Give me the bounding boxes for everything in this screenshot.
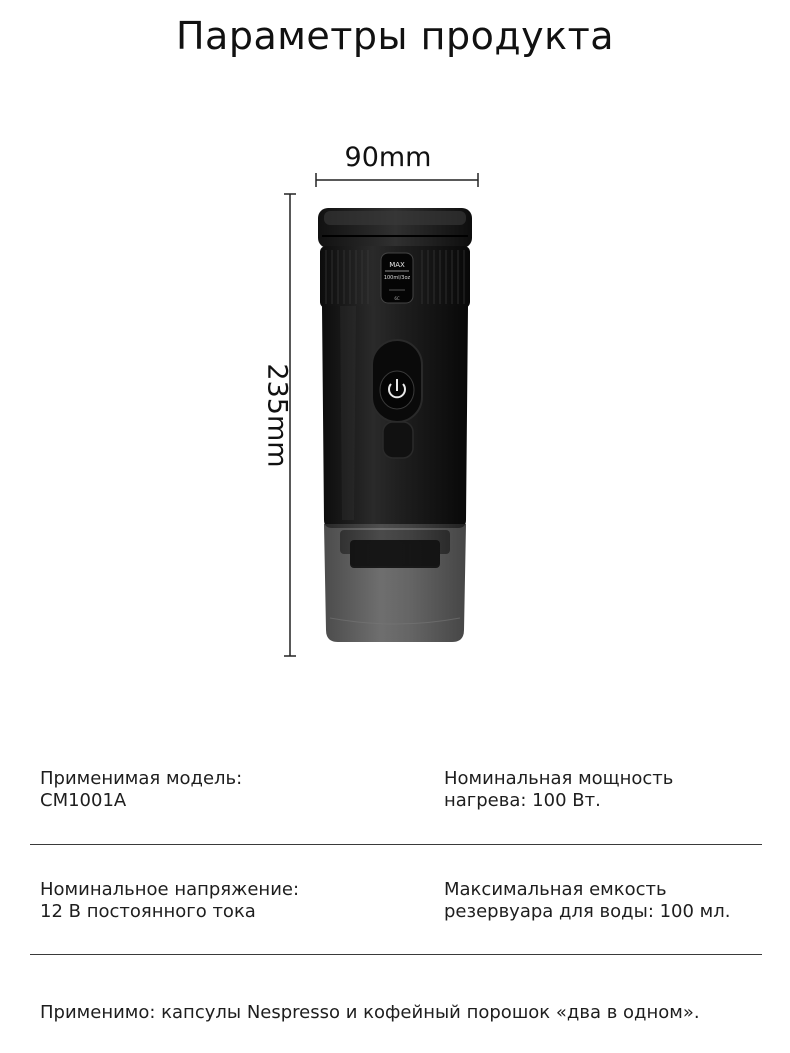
spec-label: Максимальная емкость [444,879,667,900]
divider [30,954,762,955]
height-dimension-label: 235mm [261,363,293,468]
spec-value: CM1001A [40,790,127,811]
spec-label: Номинальное напряжение: [40,879,300,900]
page-title: Параметры продукта [175,14,614,58]
spec-power [444,768,673,812]
compatibility-note: Применимо: капсулы Nespresso и кофейный порошок «два в одном». [40,1002,700,1023]
spec-value: нагрева: 100 Вт. [444,790,601,811]
divider [30,844,762,845]
spec-value: резервуара для воды: 100 мл. [444,901,731,922]
spec-label: Применимая модель: [40,768,243,789]
spec-voltage [40,879,299,923]
spec-capacity [444,879,731,923]
window-min-label: 6C [394,296,400,301]
width-dimension-line [316,173,478,187]
slide-switch [383,422,413,458]
device-lid [318,208,472,248]
window-volume-label: 100ml/3oz [383,275,411,281]
window-max-label: MAX [389,261,405,269]
device-cup [324,524,466,642]
spec-value: 12 В постоянного тока [40,901,256,922]
water-level-window [381,253,413,303]
spec-label: Номинальная мощность [444,768,674,789]
width-dimension-label: 90mm [344,142,432,173]
spec-model [40,768,242,812]
